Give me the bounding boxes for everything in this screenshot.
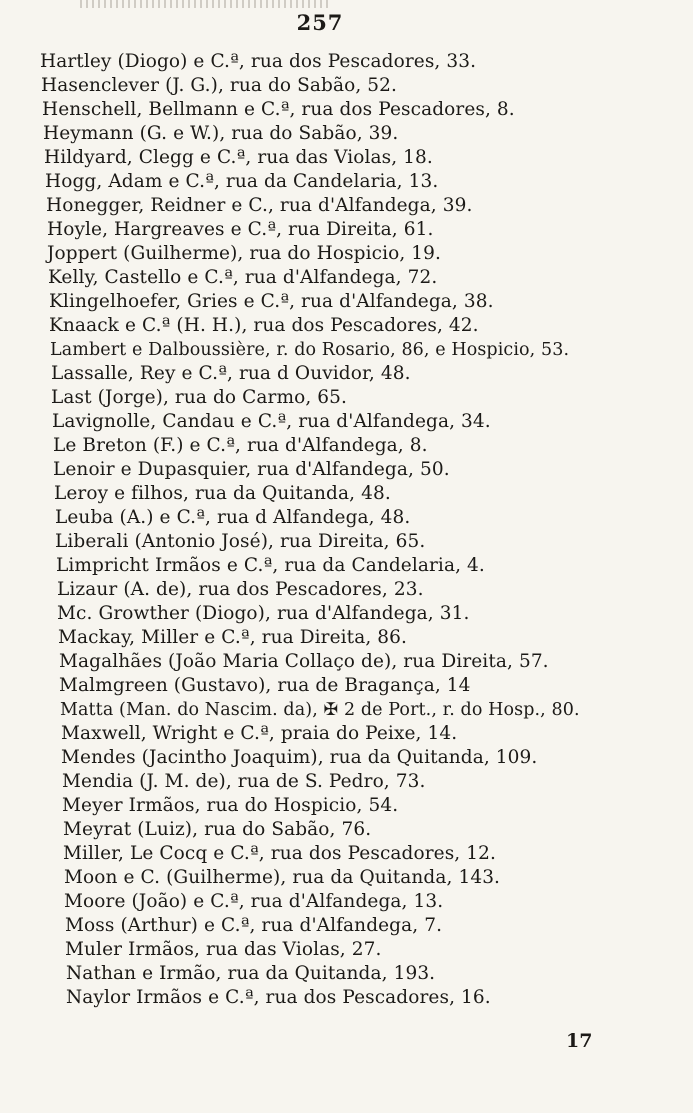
directory-entry: Maxwell, Wright e C.ª, praia do Peixe, 14. (61, 723, 458, 744)
directory-entry: Kelly, Castello e C.ª, rua d'Alfandega, 72. (48, 267, 438, 288)
directory-entry: Mackay, Miller e C.ª, rua Direita, 86. (58, 627, 408, 648)
directory-entry: Lenoir e Dupasquier, rua d'Alfandega, 50. (53, 459, 450, 480)
directory-entry: Hartley (Diogo) e C.ª, rua dos Pescadores, 33. (40, 51, 477, 72)
directory-entry: Knaack e C.ª (H. H.), rua dos Pescadores, 42. (49, 315, 479, 336)
directory-entry: Muler Irmãos, rua das Violas, 27. (65, 939, 382, 960)
directory-entry: Limpricht Irmãos e C.ª, rua da Candelaria, 4. (56, 555, 485, 576)
directory-entry: Le Breton (F.) e C.ª, rua d'Alfandega, 8. (53, 435, 428, 456)
directory-entry: Nathan e Irmão, rua da Quitanda, 193. (66, 963, 436, 984)
directory-entry: Leroy e filhos, rua da Quitanda, 48. (54, 483, 391, 504)
directory-entry: Meyrat (Luiz), rua do Sabão, 76. (63, 819, 372, 840)
page-edge-stain (80, 0, 330, 8)
directory-entry: Mc. Growther (Diogo), rua d'Alfandega, 31. (57, 603, 470, 624)
directory-entry: Honegger, Reidner e C., rua d'Alfandega, 39. (46, 195, 473, 216)
directory-entry: Hasenclever (J. G.), rua do Sabão, 52. (41, 75, 398, 96)
directory-entry: Lassalle, Rey e C.ª, rua d Ouvidor, 48. (51, 363, 411, 384)
directory-entry: Heymann (G. e W.), rua do Sabão, 39. (43, 123, 399, 144)
directory-entry: Moss (Arthur) e C.ª, rua d'Alfandega, 7. (65, 915, 443, 936)
directory-entry: Malmgreen (Gustavo), rua de Bragança, 14 (59, 675, 471, 696)
directory-entry: Matta (Man. do Nascim. da), ✠ 2 de Port., r. do Hosp., 80. (60, 700, 580, 720)
directory-entry: Naylor Irmãos e C.ª, rua dos Pescadores, 16. (66, 987, 491, 1008)
directory-entry: Lizaur (A. de), rua dos Pescadores, 23. (57, 579, 424, 600)
signature-mark: 17 (566, 1030, 593, 1052)
directory-entry: Meyer Irmãos, rua do Hospicio, 54. (62, 795, 399, 816)
directory-entry: Hildyard, Clegg e C.ª, rua das Violas, 18. (44, 147, 433, 168)
directory-entry: Miller, Le Cocq e C.ª, rua dos Pescadores, 12. (63, 843, 496, 864)
directory-entry: Mendia (J. M. de), rua de S. Pedro, 73. (62, 771, 426, 792)
page-number: 257 (296, 10, 344, 35)
directory-entry: Lavignolle, Candau e C.ª, rua d'Alfandega, 34. (52, 411, 491, 432)
directory-entry: Joppert (Guilherme), rua do Hospicio, 19. (47, 243, 442, 264)
directory-entry: Hogg, Adam e C.ª, rua da Candelaria, 13. (45, 171, 439, 192)
directory-entry: Liberali (Antonio José), rua Direita, 65. (55, 531, 426, 552)
directory-entry: Leuba (A.) e C.ª, rua d Alfandega, 48. (55, 507, 411, 528)
directory-entry: Henschell, Bellmann e C.ª, rua dos Pescadores, 8. (42, 99, 515, 120)
directory-entry: Last (Jorge), rua do Carmo, 65. (51, 387, 348, 408)
directory-entry: Mendes (Jacintho Joaquim), rua da Quitanda, 109. (61, 747, 538, 768)
directory-entry: Lambert e Dalboussière, r. do Rosario, 86, e Hospicio, 53. (50, 340, 570, 360)
directory-entry: Magalhães (João Maria Collaço de), rua Direita, 57. (59, 651, 549, 672)
directory-entry: Hoyle, Hargreaves e C.ª, rua Direita, 61. (47, 219, 434, 240)
directory-entry: Moon e C. (Guilherme), rua da Quitanda, 143. (64, 867, 501, 888)
directory-entry: Moore (João) e C.ª, rua d'Alfandega, 13. (64, 891, 444, 912)
directory-entry: Klingelhoefer, Gries e C.ª, rua d'Alfandega, 38. (49, 291, 494, 312)
